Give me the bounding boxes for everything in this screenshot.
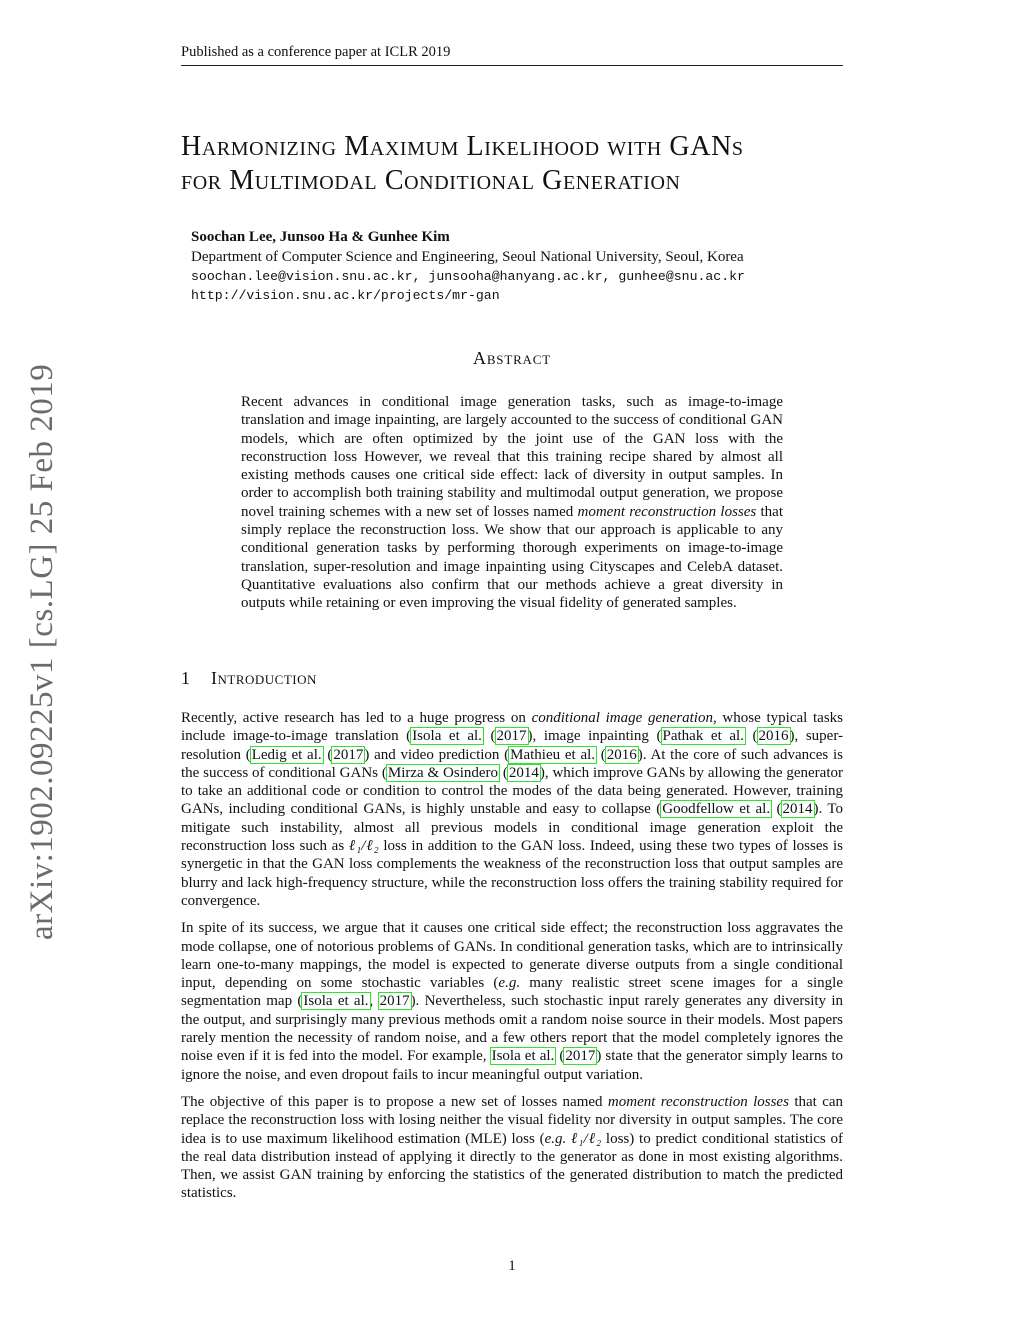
- citation-link[interactable]: Goodfellow et al.: [662, 801, 771, 818]
- citation-year-link[interactable]: 2014: [782, 801, 813, 818]
- text: ). At the core of such advances is the success of conditional GANs (: [181, 746, 844, 781]
- abstract-heading: Abstract: [473, 348, 551, 368]
- text: loss) to predict conditional statistics of the real data distribution instead of applying it directly to the generator as done in most existing algorithms. Then, we assist GAN training by enforcing the statistics of the generated distribution to match the predicted statistics.: [181, 1130, 844, 1202]
- text: ), super-resolution (: [181, 728, 844, 763]
- section-heading-introduction: [181, 668, 317, 689]
- author-names: Soochan Lee, Junsoo Ha & Gunhee Kim: [191, 229, 450, 245]
- paper-title: [181, 130, 881, 198]
- citation-link[interactable]: Isola et al.: [491, 1048, 555, 1065]
- citation-link[interactable]: Mirza & Osindero: [387, 764, 499, 781]
- text: ), image inpainting (: [527, 728, 662, 745]
- page-number: 1: [508, 1258, 516, 1274]
- project-url[interactable]: http://vision.snu.ac.kr/projects/mr-gan: [191, 288, 500, 303]
- citation-year-link[interactable]: 2016: [758, 728, 789, 745]
- abstract-emphasis: moment reconstruction losses: [577, 503, 757, 520]
- math-l1-l2: ℓ₁/ℓ₂: [348, 838, 379, 855]
- paragraph-2: In spite of its success, we argue that it causes one critical side effect; the reconstruction loss aggravates the mode collapse, one of notorious problems of GANs. In conditional generation tasks, which are to intrinsically learn one-to-many mappings, the model is expected to generate diverse outputs from a single conditional input, depending on some stochastic variables (e.g. many realistic street scene images for a single segmentation map (Isola et al., 2017). Nevertheless, such stochastic input rarely generates any diversity in the output, and surprisingly many previous methods omit a random noise source in their models. Most papers rarely mention the necessity of random noise, and a few others report that the model completely ignores the noise even if it is fed into the model. For example, Isola et al. (2017) state that the generator simply learns to ignore the noise, and even dropout fails to incur meaningful output variation.: [181, 920, 844, 1083]
- author-emails[interactable]: soochan.lee@vision.snu.ac.kr, junsooha@hanyang.ac.kr, gunhee@snu.ac.kr: [191, 269, 745, 284]
- text: The objective of this paper is to propose a new set of losses named: [181, 1093, 608, 1110]
- citation-link[interactable]: Mathieu et al.: [510, 746, 596, 763]
- citation-year-link[interactable]: 2017: [379, 993, 410, 1010]
- title-line-1: Harmonizing Maximum Likelihood with GANs: [181, 131, 744, 162]
- citation-link[interactable]: Isola et al.: [412, 728, 482, 745]
- emphasis: conditional image generation: [531, 710, 713, 726]
- author-affiliation: Department of Computer Science and Engineering, Seoul National University, Seoul, Korea: [191, 249, 744, 265]
- citation-year-link[interactable]: 2017: [565, 1048, 596, 1065]
- emphasis: e.g.: [498, 975, 521, 992]
- citation-year-link[interactable]: 2014: [508, 764, 539, 781]
- running-header: Published as a conference paper at ICLR 2019: [181, 44, 843, 66]
- text: loss in addition to the GAN loss. Indeed, using these two types of losses is synergetic in that the GAN loss complements the weakness of the reconstruction loss that output samples are blurry and lack high-frequency structure, while the reconstruction loss offers the training stability required for convergence.: [181, 838, 843, 909]
- math-l1-l2: ℓ₁/ℓ₂: [571, 1130, 602, 1147]
- section-number: 1: [181, 668, 191, 688]
- citation-link[interactable]: Isola et al.: [303, 993, 369, 1010]
- text: ), which improve GANs by allowing the generator to take an additional code or condition to control the modes of the data being generated. However, training GANs, including conditional GANs, is highly unstable and easy to collapse (: [181, 764, 843, 818]
- paragraph-3: [181, 1093, 843, 1203]
- introduction-body: [181, 709, 843, 1212]
- text: In spite of its success, we argue that it causes one critical side effect; the reconstruction loss aggravates the mode collapse, one of notorious problems of GANs. In conditional generation tasks, which are to intrinsically learn one-to-many mappings, the model is expected to generate diverse outputs from a single conditional input, depending on some stochastic variables (: [181, 920, 843, 992]
- text: that can replace the reconstruction loss with losing neither the visual fidelity nor diversity in output samples. The core idea is to use maximum likelihood estimation (MLE) loss (: [181, 1093, 844, 1147]
- citation-year-link[interactable]: 2017: [333, 746, 364, 763]
- citation-year-link[interactable]: 2016: [606, 746, 637, 763]
- abstract-part-b: that simply replace the reconstruction loss. We show that our approach is applicable to any conditional generation tasks by performing thorough experiments on image-to-image translation, super-resolution and image inpainting using Cityscapes and CelebA dataset. Quantitative evaluations also confirm that our methods achieve a great diversity in outputs while retaining or even improving the visual fidelity of generated samples.: [241, 503, 783, 612]
- citation-year-link[interactable]: 2017: [496, 728, 527, 745]
- text: state that the generator simply learns to ignore the noise, and even dropout fails to incur meaningful output variation.: [181, 1048, 844, 1083]
- text: many realistic street scene images for a single segmentation map (: [181, 975, 843, 1010]
- abstract-part-a: Recent advances in conditional image generation tasks, such as image-to-image translation and image inpainting, are largely accounted to the success of conditional GAN models, which are often optimized by the joint use of the GAN loss with the reconstruction loss However, we reveal that this training recipe shared by almost all existing methods causes one critical side effect: lack of diversity in output samples. In order to accomplish both training stability and multimodal output generation, we propose novel training schemes with a new set of losses named: [241, 394, 783, 520]
- author-block: [191, 228, 871, 305]
- arxiv-stamp: arXiv:1902.09225v1 [cs.LG] 25 Feb 2019: [24, 363, 60, 940]
- abstract-text: [241, 393, 783, 613]
- text: ). Nevertheless, such stochastic input rarely generates any diversity in the output, and surprisingly many previous methods omit a random noise source in their models. Most papers rarely mention the necessity of random noise, and a few others report that the model completely ignores the noise even if it is fed into the model. For example,: [181, 993, 843, 1065]
- text: Recently, active research has led to a huge progress on: [181, 710, 532, 726]
- text: ) and video prediction (: [364, 746, 510, 763]
- emphasis: moment reconstruction losses: [607, 1093, 789, 1110]
- text: , whose typical tasks include image-to-image translation (: [181, 710, 843, 745]
- paragraph-1: Recently, active research has led to a huge progress on conditional image generation, whose typical tasks include image-to-image translation (Isola et al. (2017), image inpainting (Pathak et al. (2016), super-resolution (Ledig et al. (2017) and video prediction (Mathieu et al. (2016). At the core of such advances is the success of conditional GANs (Mirza & Osindero (2014), which improve GANs by allowing the generator to take an additional code or condition to control the modes of the data being generated. However, training GANs, including conditional GANs, is highly unstable and easy to collapse (Goodfellow et al. (2014). To mitigate such instability, almost all previous models in conditional image generation exploit the reconstruction loss such as ℓ₁/ℓ₂ loss in addition to the GAN loss. Indeed, using these two types of losses is synergetic in that the GAN loss complements the weakness of the reconstruction loss that output samples are blurry and lack high-frequency structure, while the reconstruction loss offers the training stability required for convergence.: [181, 710, 844, 909]
- title-line-2: for Multimodal Conditional Generation: [181, 165, 681, 196]
- citation-link[interactable]: Pathak et al.: [662, 728, 744, 745]
- emphasis: e.g.: [544, 1130, 567, 1147]
- text: ). To mitigate such instability, almost all previous models in conditional image generation exploit the reconstruction loss such as: [181, 801, 844, 855]
- citation-link[interactable]: Ledig et al.: [251, 746, 322, 763]
- section-title: Introduction: [211, 668, 317, 688]
